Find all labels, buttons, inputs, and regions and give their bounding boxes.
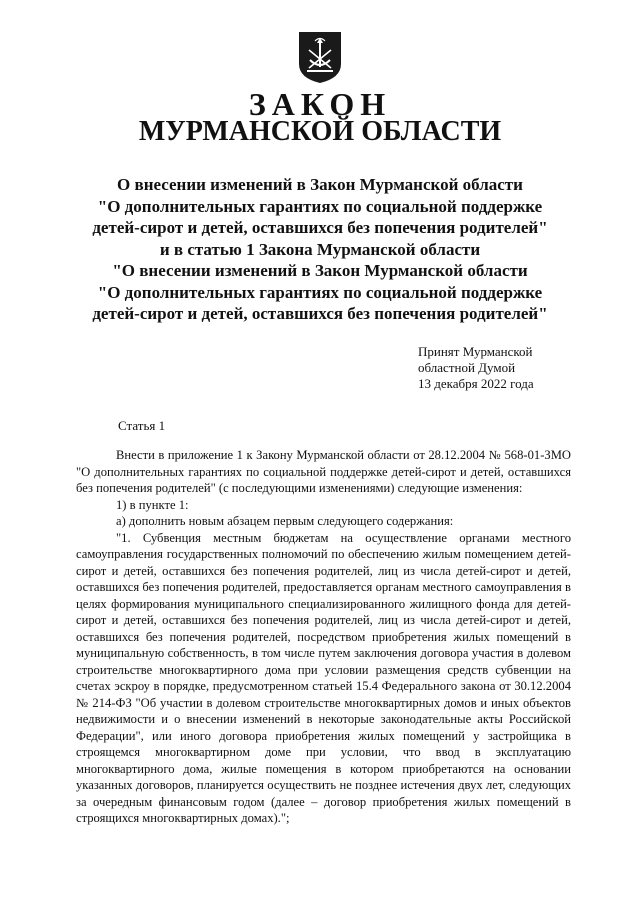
- subtitle-line: и в статью 1 Закона Мурманской области: [159, 239, 481, 259]
- subtitle-line: О внесении изменений в Закон Мурманской области: [117, 175, 523, 194]
- item-paragraph: 1) в пункте 1:: [116, 497, 189, 512]
- subtitle-line: детей-сирот и детей, оставшихся без попечения родителей": [92, 218, 548, 237]
- region-name: МУРМАНСКОЙ ОБЛАСТИ: [138, 116, 502, 147]
- adoption-date: 13 декабря 2022 года: [418, 376, 534, 391]
- intro-paragraph: Внести в приложение 1 к Закону Мурманской области от 28.12.2004 № 568-01-ЗМО "О дополнительных гарантиях по социальной поддержке детей-сирот и детей, оставшихся без попечения родителей" (с последующими изменениями) следующие изменения:: [76, 448, 571, 495]
- subtitle-line: детей-сирот и детей, оставшихся без попечения родителей": [92, 304, 548, 323]
- quoted-paragraph: "1. Субвенция местным бюджетам на осуществление органами местного самоуправления государственных полномочий по обеспечению жилым помещением детей-сирот и детей, оставшихся без попечения родителей, лиц из числа детей-сирот и детей, оставшихся без попечения родителей, предоставляется органам местного самоуправления в целях формирования муниципального специализированного жилищного фонда для детей-сирот и детей, оставшихся без попечения родителей, лиц из числа детей-сирот и детей, оставшихся без попечения родителей, посредством приобретения жилых помещений в муниципальную собственность, в том числе путем заключения договора участия в долевом строительстве многоквартирного дома при условии размещения средств субвенции на счетах эскроу в порядке, предусмотренном статьей 15.4 Федерального закона от 30.12.2004 № 214-ФЗ "Об участии в долевом строительстве многоквартирных домов и иных объектов недвижимости и о внесении изменений в некоторые законодательные акты Российской Федерации", или иного договора приобретения жилых помещений у застройщика в строящемся многоквартирном доме при условии, что ввод в эксплуатацию многоквартирного дома, жилые помещения в котором приобретаются на основании указанных договоров, планируется осуществить не позднее истечения двух лет, следующих за очередным финансовым годом (далее – договор приобретения жилых помещений в строящихся многоквартирных домах).";: [76, 530, 571, 825]
- subitem-paragraph: а) дополнить новым абзацем первым следующего содержания:: [116, 514, 454, 528]
- subtitle-line: "О дополнительных гарантиях по социальной поддержке: [97, 196, 543, 216]
- adoption-line: Принят Мурманской: [418, 344, 533, 359]
- coat-of-arms-icon: [297, 30, 343, 84]
- adoption-line: областной Думой: [418, 360, 516, 375]
- law-word: ЗАКОН: [248, 86, 392, 122]
- article-heading: Статья 1: [118, 418, 166, 433]
- adoption-note: [418, 344, 534, 392]
- subtitle-line: "О дополнительных гарантиях по социальной поддержке: [97, 282, 543, 302]
- subtitle-line: "О внесении изменений в Закон Мурманской области: [112, 261, 528, 280]
- law-subtitle: [60, 174, 580, 325]
- article-body: [76, 447, 571, 827]
